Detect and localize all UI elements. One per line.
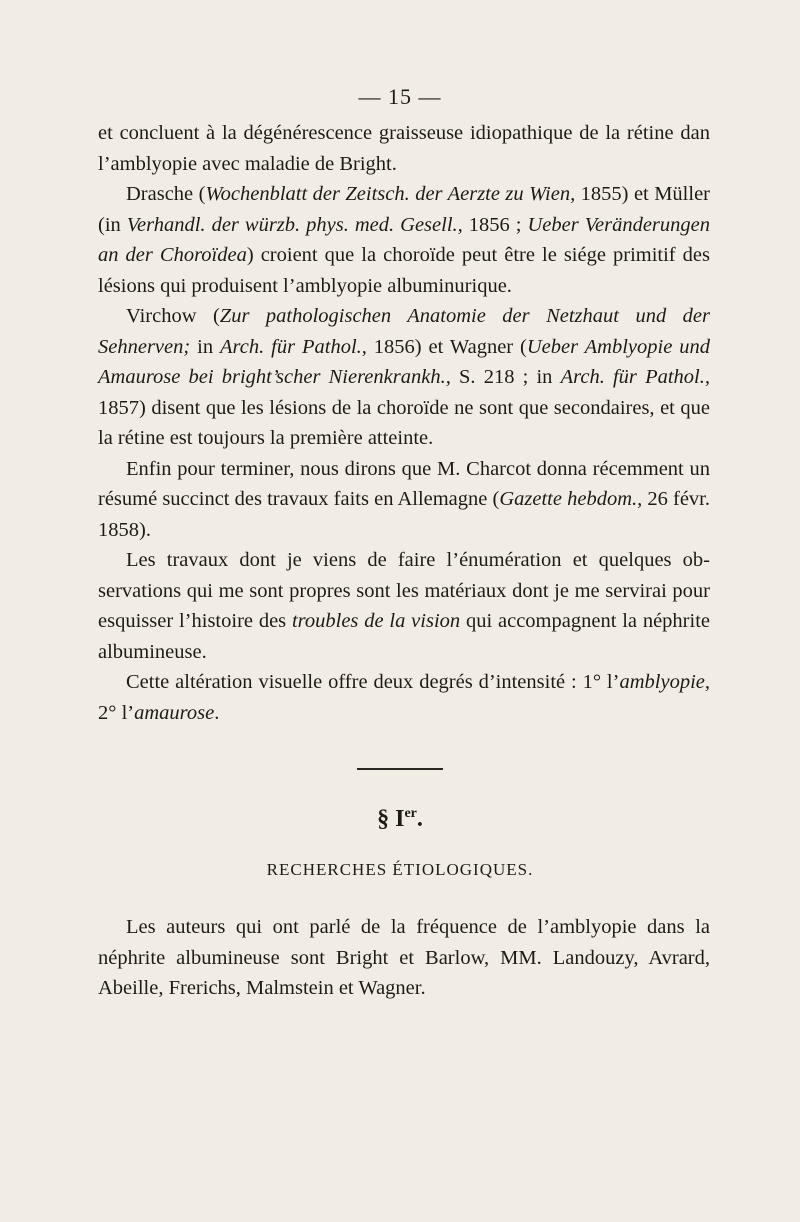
- text-run: Les travaux dont je viens de faire l’énumération et quelques observations qui me sont propres sont les matériaux dont je me servirai pour esquisser l’histoire des: [98, 549, 710, 632]
- section-heading-number: [0, 806, 800, 833]
- paragraph: [98, 118, 710, 179]
- text-run: .: [214, 701, 220, 724]
- text-run: Cette altération visuelle offre deux degrés d’intensité : 1° l’: [126, 671, 620, 693]
- section-mark-text: § I: [377, 806, 405, 832]
- paragraph: [98, 545, 710, 667]
- paragraph: Les auteurs qui ont parlé de la fréquence de l’amblyopie dans la néphrite albumineuse sont Bright et Barlow, MM. Landouzy, Avrard, Abeille, Frerichs, Malmstein et Wagner.: [98, 916, 710, 999]
- text-run: Virchow (: [126, 305, 220, 327]
- text-run: Drasche (: [126, 183, 206, 205]
- text-run: 1857) disent que les lésions de la choroïde ne sont que secondaires, et que la rétine est toujours la première atteinte.: [98, 396, 710, 449]
- italic-run: Ueber Amblyopie und Amaurose bei bright’scher Nierenkrankh.,: [98, 335, 710, 388]
- section-divider: [357, 768, 443, 770]
- text-run: 2° l’: [98, 701, 135, 724]
- text-run: qui accompagnent la néphrite albumineuse.: [98, 610, 710, 663]
- italic-run: amblyopie,: [619, 671, 710, 693]
- section-mark-period: .: [416, 806, 423, 832]
- section-body: [98, 912, 710, 1004]
- italic-run: troubles de la vision: [291, 610, 461, 632]
- text-run: 1856) et Wagner (: [366, 335, 527, 358]
- text-run: S. 218 ; in: [450, 366, 561, 388]
- text-run: 26 févr. 1858).: [98, 488, 711, 541]
- italic-run: amaurose: [134, 701, 215, 724]
- text-run: in: [190, 335, 220, 358]
- italic-run: Ueber Veränderungen an der Choroïdea: [98, 213, 710, 266]
- text-run: Enfin pour terminer, nous dirons que M. Charcot donna récemment un résumé succinct des travaux faits en Allemagne (: [98, 457, 710, 510]
- italic-run: Arch. für Pathol.,: [560, 366, 710, 388]
- paragraph: [98, 179, 710, 301]
- body-text: [98, 118, 710, 728]
- italic-run: Arch. für Pathol.,: [220, 335, 367, 358]
- paragraph: [98, 301, 710, 454]
- section-mark-superscript: er: [404, 806, 417, 821]
- text-run: ) croient que la choroïde peut être le siége primitif des lésions qui produisent l’amblyopie albuminurique.: [98, 244, 710, 297]
- italic-run: Gazette hebdom.,: [499, 488, 643, 510]
- section-title: RECHERCHES ÉTIOLOGIQUES.: [266, 860, 534, 879]
- page-number: — 15 —: [358, 84, 442, 109]
- text-run: 1856 ;: [462, 213, 528, 236]
- paragraph: [98, 667, 710, 728]
- italic-run: Verhandl. der würzb. phys. med. Gesell.,: [126, 213, 463, 236]
- italic-run: Wochenblatt der Zeitsch. der Aerzte zu Wien,: [205, 183, 576, 205]
- text-run: et concluent à la dégénérescence graisseuse idiopathique de la rétine dan l’amblyopie avec maladie de Bright.: [98, 122, 710, 175]
- text-run: 1855) et Müller (in: [98, 183, 710, 236]
- italic-run: Zur pathologischen Anatomie der Netzhaut und der Sehnerven;: [98, 305, 710, 358]
- paragraph: [98, 454, 710, 546]
